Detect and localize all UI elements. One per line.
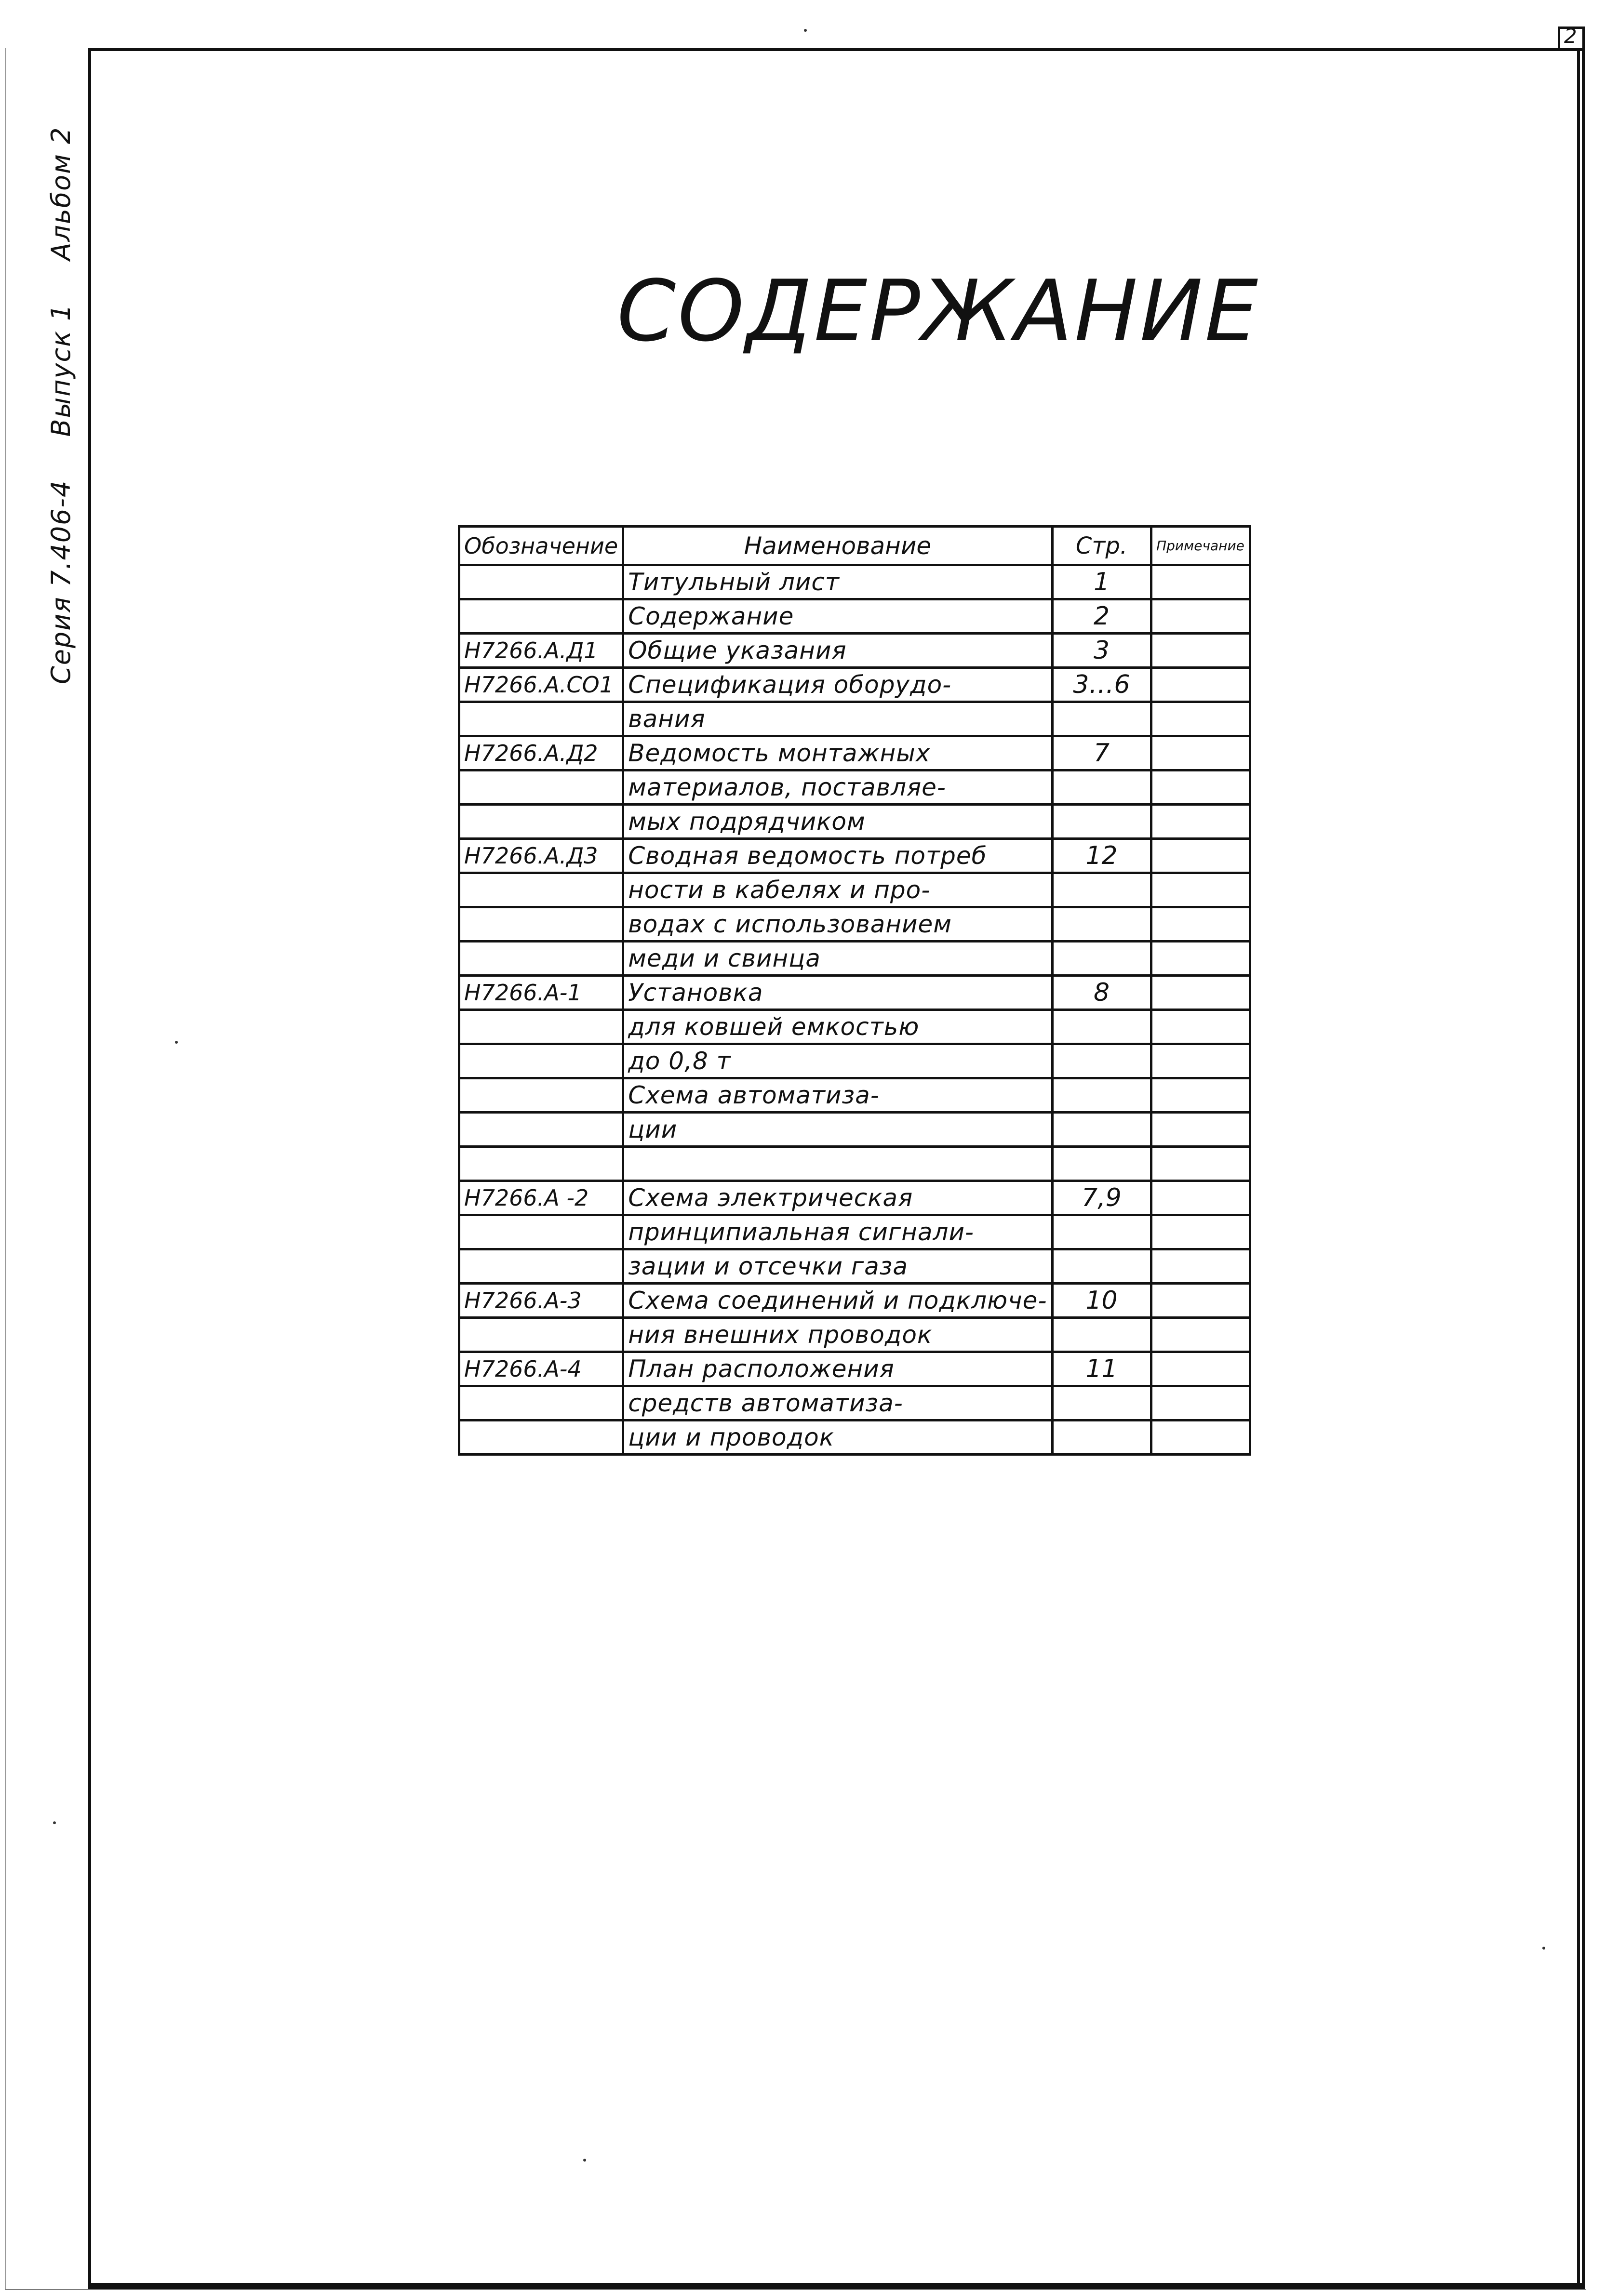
table-row <box>459 565 1250 599</box>
cell-name: принципиальная сигнали- <box>623 1215 1052 1249</box>
cell-name: Общие указания <box>623 634 1052 668</box>
table-row <box>459 1318 1250 1352</box>
table-row <box>459 1044 1250 1078</box>
sheet-number: 2 <box>1564 24 1577 48</box>
cell-designation <box>459 1010 623 1044</box>
cell-page <box>1052 1044 1151 1078</box>
cell-name: ции и проводок <box>623 1420 1052 1455</box>
page-edge-bottom <box>5 2289 1586 2290</box>
cell-page <box>1052 1113 1151 1147</box>
cell-note <box>1151 805 1250 839</box>
table-body <box>459 565 1250 1455</box>
scan-speck <box>53 1821 56 1824</box>
cell-designation <box>459 1420 623 1455</box>
table-row <box>459 1010 1250 1044</box>
cell-designation <box>459 873 623 907</box>
cell-note <box>1151 1113 1250 1147</box>
cell-note <box>1151 1249 1250 1284</box>
contents-table <box>458 525 1251 1456</box>
cell-designation <box>459 1318 623 1352</box>
cell-designation: Н7266.А-4 <box>459 1352 623 1386</box>
cell-page <box>1052 1215 1151 1249</box>
cell-name: ния внешних проводок <box>623 1318 1052 1352</box>
cell-note <box>1151 839 1250 873</box>
cell-name: для ковшей емкостью <box>623 1010 1052 1044</box>
cell-note <box>1151 736 1250 770</box>
table-row <box>459 770 1250 805</box>
cell-name <box>623 1147 1052 1181</box>
album-label: Альбом 2 <box>46 126 76 261</box>
cell-note <box>1151 770 1250 805</box>
cell-designation <box>459 599 623 634</box>
table-row <box>459 668 1250 702</box>
cell-name: ности в кабелях и про- <box>623 873 1052 907</box>
cell-note <box>1151 942 1250 976</box>
cell-note <box>1151 1420 1250 1455</box>
scan-speck <box>175 1041 178 1044</box>
cell-designation: Н7266.А.Д3 <box>459 839 623 873</box>
cell-name: Ведомость монтажных <box>623 736 1052 770</box>
cell-designation <box>459 1386 623 1420</box>
cell-note <box>1151 873 1250 907</box>
cell-page <box>1052 942 1151 976</box>
table-row <box>459 873 1250 907</box>
cell-name: Титульный лист <box>623 565 1052 599</box>
cell-note <box>1151 634 1250 668</box>
cell-name: вания <box>623 702 1052 736</box>
cell-note <box>1151 668 1250 702</box>
cell-designation <box>459 1147 623 1181</box>
cell-name: Содержание <box>623 599 1052 634</box>
cell-page: 7 <box>1052 736 1151 770</box>
cell-page: 1 <box>1052 565 1151 599</box>
cell-page: 10 <box>1052 1284 1151 1318</box>
page-edge-left <box>5 48 6 2289</box>
cell-name: ции <box>623 1113 1052 1147</box>
cell-page <box>1052 1147 1151 1181</box>
header-name: Наименование <box>623 527 1052 565</box>
cell-name: Установка <box>623 976 1052 1010</box>
cell-page <box>1052 702 1151 736</box>
cell-designation <box>459 1044 623 1078</box>
cell-name: мых подрядчиком <box>623 805 1052 839</box>
cell-designation <box>459 565 623 599</box>
table-row <box>459 736 1250 770</box>
cell-name: меди и свинца <box>623 942 1052 976</box>
cell-designation: Н7266.А.Д2 <box>459 736 623 770</box>
cell-page <box>1052 1078 1151 1113</box>
cell-name: до 0,8 т <box>623 1044 1052 1078</box>
cell-name: материалов, поставляе- <box>623 770 1052 805</box>
cell-designation <box>459 702 623 736</box>
table-row <box>459 1352 1250 1386</box>
cell-name: Схема электрическая <box>623 1181 1052 1215</box>
cell-designation <box>459 770 623 805</box>
cell-designation: Н7266.А -2 <box>459 1181 623 1215</box>
table-header-row <box>459 527 1250 565</box>
cell-note <box>1151 1078 1250 1113</box>
cell-page <box>1052 907 1151 942</box>
cell-note <box>1151 976 1250 1010</box>
frame-right-double-line <box>1577 48 1580 2289</box>
table-row <box>459 907 1250 942</box>
cell-name: План расположения <box>623 1352 1052 1386</box>
cell-page: 12 <box>1052 839 1151 873</box>
cell-note <box>1151 1147 1250 1181</box>
cell-page <box>1052 770 1151 805</box>
cell-designation: Н7266.А.Д1 <box>459 634 623 668</box>
cell-note <box>1151 1386 1250 1420</box>
cell-name: водах с использованием <box>623 907 1052 942</box>
table-row <box>459 839 1250 873</box>
scan-speck <box>804 29 807 32</box>
cell-note <box>1151 1215 1250 1249</box>
table-row <box>459 1249 1250 1284</box>
side-title-block <box>46 93 76 684</box>
cell-designation: Н7266.А-1 <box>459 976 623 1010</box>
cell-page: 11 <box>1052 1352 1151 1386</box>
frame-bottom-line <box>88 2283 1585 2286</box>
scan-speck <box>583 2159 586 2162</box>
page-title: СОДЕРЖАНИЕ <box>617 263 1260 360</box>
table-row <box>459 1181 1250 1215</box>
cell-note <box>1151 1352 1250 1386</box>
cell-page <box>1052 1386 1151 1420</box>
cell-note <box>1151 599 1250 634</box>
table-row <box>459 1420 1250 1455</box>
cell-designation <box>459 805 623 839</box>
cell-page <box>1052 1010 1151 1044</box>
cell-page <box>1052 1420 1151 1455</box>
table-row <box>459 1215 1250 1249</box>
table-row <box>459 1147 1250 1181</box>
cell-page <box>1052 1318 1151 1352</box>
cell-page: 2 <box>1052 599 1151 634</box>
table-row <box>459 1386 1250 1420</box>
cell-note <box>1151 1181 1250 1215</box>
series-label: Серия 7.406-4 <box>46 479 76 684</box>
cell-designation <box>459 1215 623 1249</box>
cell-note <box>1151 907 1250 942</box>
cell-page: 3 <box>1052 634 1151 668</box>
header-note: Примечание <box>1151 527 1250 565</box>
header-designation: Обозначение <box>459 527 623 565</box>
cell-name: средств автоматиза- <box>623 1386 1052 1420</box>
scan-speck <box>1542 1947 1545 1950</box>
cell-designation <box>459 907 623 942</box>
cell-name: Схема автоматиза- <box>623 1078 1052 1113</box>
issue-label: Выпуск 1 <box>46 303 76 437</box>
header-page: Стр. <box>1052 527 1151 565</box>
cell-note <box>1151 1284 1250 1318</box>
cell-page <box>1052 873 1151 907</box>
cell-note <box>1151 1044 1250 1078</box>
cell-designation <box>459 1078 623 1113</box>
cell-name: зации и отсечки газа <box>623 1249 1052 1284</box>
cell-note <box>1151 702 1250 736</box>
cell-page: 3…6 <box>1052 668 1151 702</box>
table-row <box>459 1113 1250 1147</box>
cell-designation <box>459 942 623 976</box>
table-row <box>459 1078 1250 1113</box>
cell-page <box>1052 1249 1151 1284</box>
cell-note <box>1151 1318 1250 1352</box>
cell-note <box>1151 1010 1250 1044</box>
cell-name: Схема соединений и подключе- <box>623 1284 1052 1318</box>
cell-page <box>1052 805 1151 839</box>
table-row <box>459 1284 1250 1318</box>
cell-name: Сводная ведомость потреб <box>623 839 1052 873</box>
table-row <box>459 942 1250 976</box>
cell-page: 8 <box>1052 976 1151 1010</box>
cell-designation: Н7266.А.СО1 <box>459 668 623 702</box>
cell-designation <box>459 1249 623 1284</box>
cell-designation <box>459 1113 623 1147</box>
table-row <box>459 805 1250 839</box>
cell-designation: Н7266.А-3 <box>459 1284 623 1318</box>
table-row <box>459 702 1250 736</box>
table-row <box>459 634 1250 668</box>
cell-note <box>1151 565 1250 599</box>
cell-page: 7,9 <box>1052 1181 1151 1215</box>
cell-name: Спецификация оборудо- <box>623 668 1052 702</box>
table-row <box>459 599 1250 634</box>
table-row <box>459 976 1250 1010</box>
